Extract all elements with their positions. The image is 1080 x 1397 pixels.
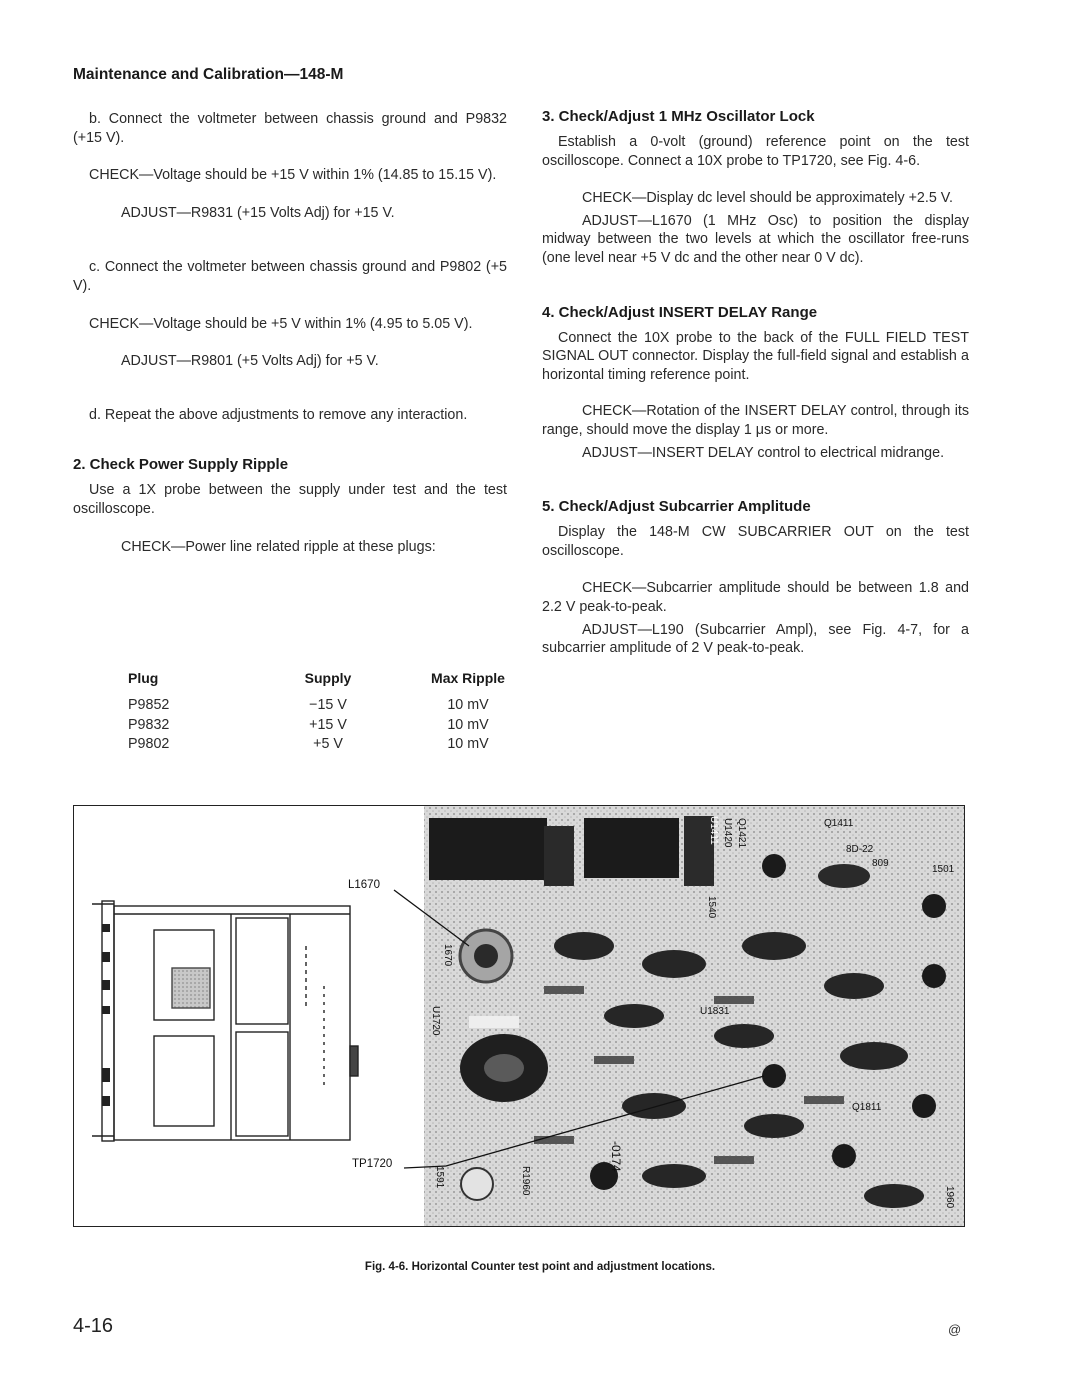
section-3-check: CHECK—Display dc level should be approximately +2.5 V. [582,190,953,207]
board-label: 1501 [932,864,955,875]
front-panel-knobs [102,924,110,1106]
board-label: Q1411 [824,818,854,829]
section-5-check: CHECK—Subcarrier amplitude should be between 1.8 and 2.2 V peak-to-peak. [542,580,969,615]
section-3-text: Establish a 0-volt (ground) reference point on the test oscilloscope. Connect a 10X probe to TP1720, see Fig. 4-6. [542,134,969,169]
board-label: U1831 [700,1006,730,1017]
table-cell-ripple: 10 mV [447,697,489,713]
circuit-board-photo [424,806,964,1226]
ripple-table [118,670,538,755]
table-cell-ripple: 10 mV [447,716,489,733]
section-3-adjust: ADJUST—L1670 (1 MHz Osc) to position the display midway between the two levels at which the oscillator free-runs (one level near +5 V dc and the other near 0 V dc). [542,212,969,266]
step-c-check: CHECK—Voltage should be +5 V within 1% (4.95 to 5.05 V). [89,315,473,332]
left-column [73,110,507,556]
table-cell-plug: P9852 [128,697,170,713]
section-2-check: CHECK—Power line related ripple at these plugs: [121,538,436,555]
table-cell-supply: +5 V [313,736,343,752]
table-header-supply: Supply [304,670,352,686]
board-label: 809 [872,858,889,869]
section-4-heading: 4. Check/Adjust INSERT DELAY Range [542,303,818,321]
figure-illustration [74,806,964,1226]
board-label: 1960 [944,1186,955,1209]
section-4-text: Connect the 10X probe to the back of the FULL FIELD TEST SIGNAL OUT connector. Display the full-field signal and establish a horizontal timing reference point. [542,329,969,383]
table-cell-plug: P9802 [128,736,170,752]
board-label: 1591 [434,1166,445,1189]
section-4-adjust: ADJUST—INSERT DELAY control to electrical midrange. [582,444,945,461]
table-header-plug: Plug [128,670,159,686]
publisher-mark: @ [948,1322,962,1337]
board-label: 1540 [706,896,717,919]
board-label: Q1811 [852,1102,882,1113]
table-cell-plug: P9832 [128,716,170,733]
board-label: 1670 [442,944,453,967]
step-b-adjust: ADJUST—R9831 (+15 Volts Adj) for +15 V. [121,204,395,221]
figure-4-6 [73,805,965,1227]
board-label: U1420 [722,818,733,848]
page-number: 4-16 [73,1315,114,1337]
step-b-check: CHECK—Voltage should be +15 V within 1% (14.85 to 15.15 V). [89,167,497,184]
table-header-row [118,670,538,696]
table-cell-supply: +15 V [309,716,347,733]
section-4-check: CHECK—Rotation of the INSERT DELAY control, through its range, should move the display 1 μs or more. [542,403,969,438]
board-label: 8D-22 [846,844,874,855]
right-column [542,108,969,658]
step-c-adjust: ADJUST—R9801 (+5 Volts Adj) for +5 V. [121,353,379,370]
section-3-heading: 3. Check/Adjust 1 MHz Oscillator Lock [542,108,815,125]
table-row [118,716,538,736]
table-row [118,696,538,716]
table-row [118,735,538,755]
section-2-text: Use a 1X probe between the supply under test and the test oscilloscope. [73,482,507,517]
module-outline-drawing [92,901,358,1141]
step-c-intro: c. Connect the voltmeter between chassis ground and P9802 (+5 V). [73,259,507,294]
table-header-max-ripple: Max Ripple [431,670,505,686]
table-cell-supply: −15 V [309,697,347,713]
table-cell-ripple: 10 mV [447,736,489,752]
step-d-text: d. Repeat the above adjustments to remove any interaction. [89,406,468,423]
board-label: Q1421 [736,818,747,849]
board-label: -0174 [609,1141,623,1172]
board-label: R1960 [520,1166,531,1196]
page-header: Maintenance and Calibration—148-M [73,66,344,83]
board-label: U1720 [430,1006,441,1036]
section-5-text: Display the 148-M CW SUBCARRIER OUT on the test oscilloscope. [542,524,969,559]
figure-caption: Fig. 4-6. Horizontal Counter test point and adjustment locations. [364,1261,716,1273]
board-label: U1411 [708,816,719,845]
section-5-adjust: ADJUST—L190 (Subcarrier Ampl), see Fig. 4-7, for a subcarrier amplitude of 2 V peak-to-peak. [542,621,969,657]
step-b-intro: b. Connect the voltmeter between chassis ground and P9832 (+15 V). [73,111,507,146]
section-2-heading: 2. Check Power Supply Ripple [73,456,289,474]
section-5-heading: 5. Check/Adjust Subcarrier Amplitude [542,498,811,516]
label-tp1720: TP1720 [352,1158,393,1170]
label-l1670: L1670 [348,879,380,891]
